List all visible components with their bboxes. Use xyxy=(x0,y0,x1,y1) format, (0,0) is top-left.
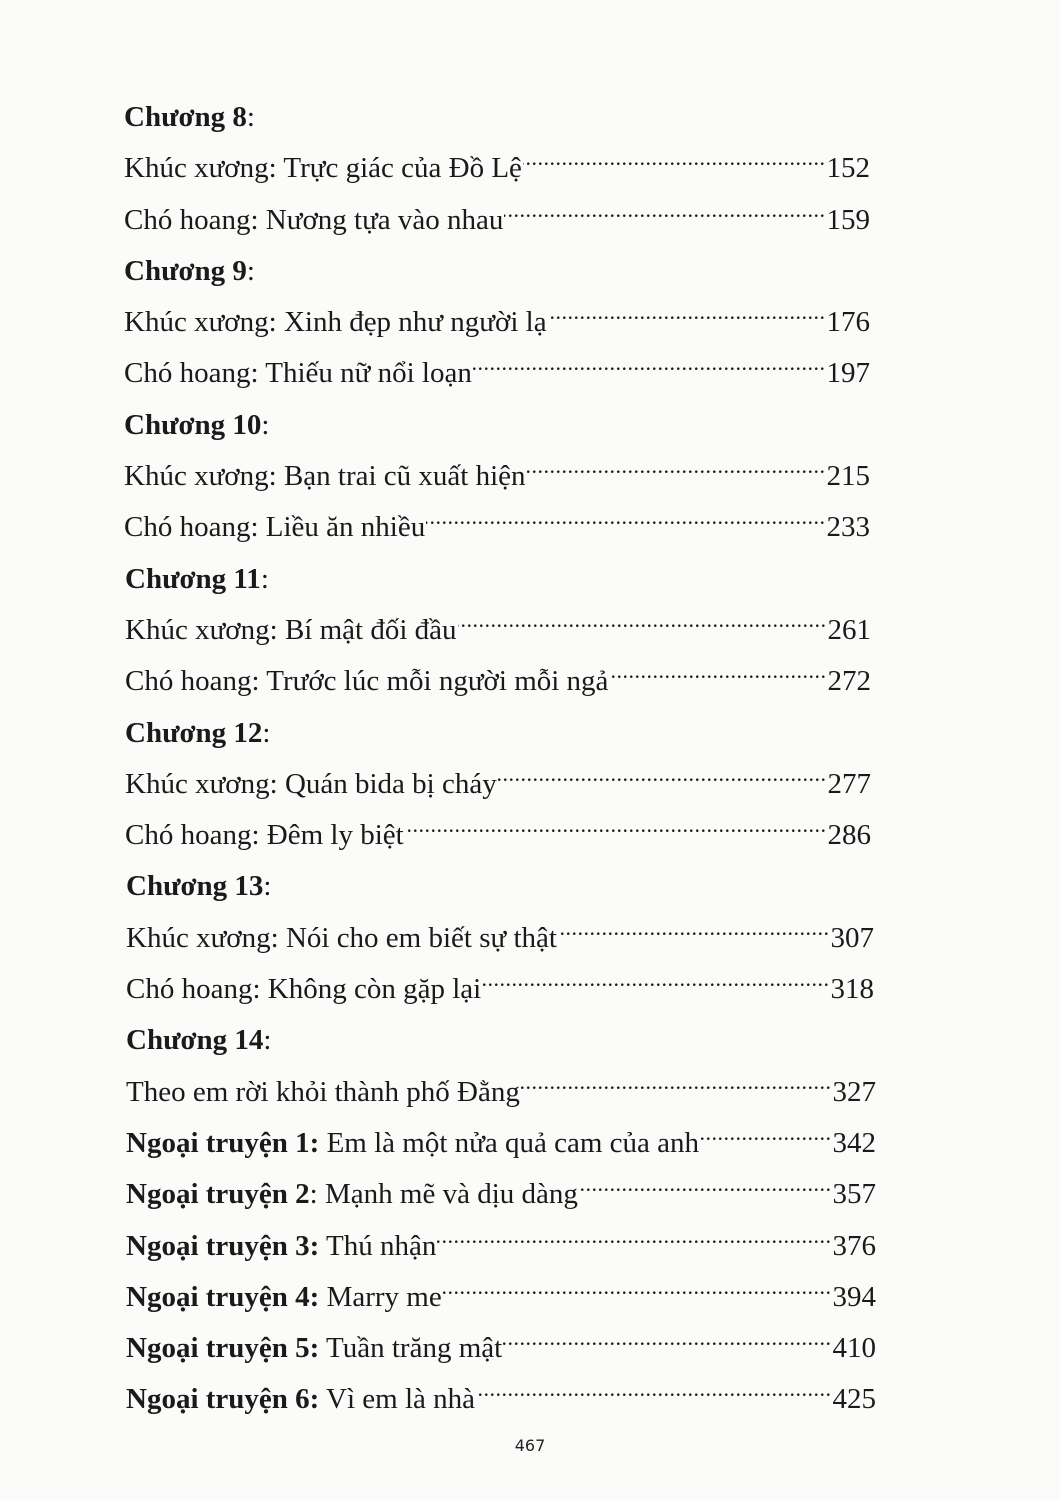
table-of-contents xyxy=(124,95,876,1429)
chapter-colon: : xyxy=(263,870,272,903)
entry-title xyxy=(126,967,481,1011)
toc-entry-extra xyxy=(126,1275,876,1326)
dot-leader xyxy=(443,1277,832,1306)
toc-entry xyxy=(126,1070,876,1121)
extra-label: Ngoại truyện 6: xyxy=(126,1383,320,1416)
entry-text: Bí mật đối đầu xyxy=(277,613,457,646)
entry-page: 357 xyxy=(832,1178,876,1211)
chapter-heading xyxy=(124,403,870,454)
chapter-heading xyxy=(125,557,871,608)
entry-text: Marry me xyxy=(319,1280,442,1313)
dot-leader xyxy=(476,1379,831,1408)
dot-leader xyxy=(521,1072,832,1101)
entry-title xyxy=(126,1377,475,1421)
entry-text: Bạn trai cũ xuất hiện xyxy=(276,460,526,493)
dot-leader xyxy=(527,456,826,485)
dot-leader xyxy=(482,969,829,998)
entry-prefix: Chó hoang: xyxy=(126,973,261,1006)
entry-text: Liều ăn nhiều xyxy=(258,511,426,544)
entry-text: Thiếu nữ nổi loạn xyxy=(258,357,472,390)
chapter-colon: : xyxy=(260,562,269,595)
dot-leader xyxy=(473,353,826,382)
dot-leader xyxy=(558,918,830,947)
entry-page: 152 xyxy=(826,152,870,185)
entry-prefix: Khúc xương: xyxy=(125,613,278,646)
entry-title xyxy=(124,505,425,549)
entry-prefix: Khúc xương: xyxy=(124,152,277,185)
entry-title xyxy=(126,1326,502,1370)
entry-title xyxy=(124,198,503,242)
dot-leader xyxy=(548,302,826,331)
toc-entry xyxy=(124,454,870,505)
chapter-label: Chương 10 xyxy=(124,408,262,441)
entry-page: 176 xyxy=(826,306,870,339)
entry-text: Nói cho em biết sự thật xyxy=(278,921,557,954)
toc-entry xyxy=(124,198,870,249)
chapter-colon: : xyxy=(246,101,255,133)
chapter-heading xyxy=(125,711,871,762)
entry-text: Trước lúc mỗi người mỗi ngả xyxy=(259,665,609,698)
entry-title xyxy=(124,454,526,498)
entry-title xyxy=(126,1275,442,1319)
entry-prefix: Chó hoang: xyxy=(125,665,260,698)
entry-page: 277 xyxy=(827,767,871,800)
entry-text: Tuần trăng mật xyxy=(319,1332,503,1365)
entry-prefix: Khúc xương: xyxy=(126,921,279,954)
entry-title xyxy=(126,1224,436,1268)
toc-entry xyxy=(125,762,871,813)
entry-title: Theo em rời khỏi thành phố Đằng xyxy=(126,1075,520,1108)
chapter-label: Chương 11 xyxy=(125,562,261,595)
chapter-label: Chương 13 xyxy=(126,870,264,903)
toc-entry xyxy=(125,608,871,659)
entry-text: Thú nhận xyxy=(319,1229,437,1262)
entry-text: Đêm ly biệt xyxy=(259,819,404,852)
toc-entry-extra xyxy=(126,1377,876,1428)
extra-label: Ngoại truyện 4: xyxy=(126,1280,320,1313)
chapter-label: Chương 14 xyxy=(126,1024,264,1057)
entry-page: 410 xyxy=(832,1332,876,1365)
toc-entry xyxy=(126,967,874,1018)
toc-entry xyxy=(125,813,871,864)
entry-page: 261 xyxy=(827,613,871,646)
entry-prefix: Khúc xương: xyxy=(124,306,277,339)
entry-text: Mạnh mẽ và dịu dàng xyxy=(317,1178,578,1211)
entry-title xyxy=(125,762,497,806)
extra-colon: : xyxy=(309,1178,318,1211)
entry-text: Không còn gặp lại xyxy=(260,973,482,1006)
entry-page: 197 xyxy=(826,357,870,390)
dot-leader xyxy=(523,148,826,177)
entry-text: Xinh đẹp như người lạ xyxy=(276,306,547,339)
extra-label: Ngoại truyện 3: xyxy=(126,1229,320,1262)
extra-label: Ngoại truyện 5: xyxy=(126,1332,320,1365)
entry-prefix: Chó hoang: xyxy=(124,357,259,390)
dot-leader xyxy=(504,200,825,229)
chapter-heading xyxy=(124,249,870,300)
dot-leader xyxy=(579,1174,832,1203)
entry-page: 425 xyxy=(832,1383,876,1416)
entry-text: Em là một nửa quả cam của anh xyxy=(319,1126,700,1159)
toc-entry xyxy=(126,916,874,967)
entry-page: 233 xyxy=(826,511,870,544)
chapter-colon: : xyxy=(262,716,271,749)
toc-entry xyxy=(124,351,870,402)
entry-prefix: Chó hoang: xyxy=(124,203,259,236)
toc-entry-extra xyxy=(126,1326,876,1377)
entry-page: 342 xyxy=(832,1126,876,1159)
entry-prefix: Chó hoang: xyxy=(124,511,259,544)
dot-leader xyxy=(609,661,826,690)
extra-label: Ngoại truyện 2 xyxy=(126,1178,310,1211)
entry-title xyxy=(125,608,457,652)
entry-page: 394 xyxy=(832,1280,876,1313)
entry-page: 159 xyxy=(826,203,870,236)
entry-page: 327 xyxy=(832,1075,876,1108)
toc-entry-extra xyxy=(126,1121,876,1172)
entry-title xyxy=(124,300,547,344)
entry-page: 376 xyxy=(832,1229,876,1262)
chapter-heading xyxy=(126,864,874,915)
entry-page: 318 xyxy=(830,973,874,1006)
chapter-heading xyxy=(124,95,870,146)
chapter-label: Chương 12 xyxy=(125,716,263,749)
entry-prefix: Khúc xương: xyxy=(125,767,278,800)
toc-entry xyxy=(125,659,871,710)
toc-entry-extra xyxy=(126,1224,876,1275)
dot-leader xyxy=(437,1226,831,1255)
chapter-label: Chương 9 xyxy=(124,254,247,287)
dot-leader xyxy=(426,507,825,536)
chapter-label: Chương 8 xyxy=(124,101,247,133)
chapter-colon: : xyxy=(246,254,255,287)
entry-title xyxy=(124,351,472,395)
entry-text: Trực giác của Đồ Lệ xyxy=(276,152,522,185)
toc-entry xyxy=(124,300,870,351)
entry-prefix: Chó hoang: xyxy=(125,819,260,852)
entry-title xyxy=(124,146,522,190)
entry-page: 286 xyxy=(827,819,871,852)
dot-leader xyxy=(700,1123,831,1152)
page-number: 467 xyxy=(514,1436,546,1455)
dot-leader xyxy=(503,1328,831,1357)
entry-text: Nương tựa vào nhau xyxy=(258,203,504,236)
entry-text: Quán bida bị cháy xyxy=(277,767,497,800)
dot-leader xyxy=(458,610,827,639)
entry-page: 307 xyxy=(830,921,874,954)
entry-prefix: Khúc xương: xyxy=(124,460,277,493)
toc-entry-extra xyxy=(126,1172,876,1223)
dot-leader xyxy=(405,815,827,844)
entry-text: Vì em là nhà xyxy=(319,1383,476,1416)
chapter-colon: : xyxy=(261,408,270,441)
entry-title xyxy=(126,916,557,960)
entry-title xyxy=(125,659,608,703)
toc-entry xyxy=(124,146,870,197)
entry-page: 215 xyxy=(826,460,870,493)
chapter-colon: : xyxy=(263,1024,272,1057)
extra-label: Ngoại truyện 1: xyxy=(126,1126,320,1159)
entry-title xyxy=(125,813,404,857)
entry-title xyxy=(126,1172,578,1216)
entry-page: 272 xyxy=(827,665,871,698)
chapter-heading xyxy=(126,1018,874,1069)
toc-entry xyxy=(124,505,870,556)
dot-leader xyxy=(498,764,827,793)
entry-title xyxy=(126,1121,699,1165)
